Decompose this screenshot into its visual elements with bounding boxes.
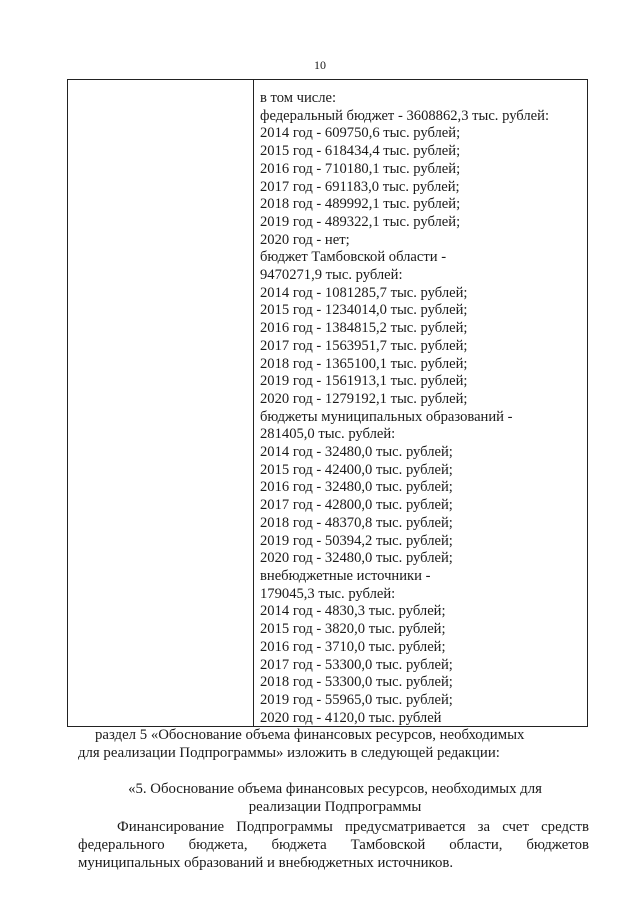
body-paragraph-line-3: муниципальных образований и внебюджетных источников.: [78, 855, 454, 871]
funding-line: 2016 год - 1384815,2 тыс. рублей;: [260, 320, 468, 337]
funding-line: 2020 год - нет;: [260, 231, 350, 248]
funding-line: 2018 год - 48370,8 тыс. рублей;: [260, 514, 453, 531]
funding-line: 2019 год - 1561913,1 тыс. рублей;: [260, 373, 468, 390]
funding-line: 9470271,9 тыс. рублей:: [260, 267, 403, 284]
funding-line: 179045,3 тыс. рублей:: [260, 585, 396, 602]
funding-line: 2015 год - 618434,4 тыс. рублей;: [260, 143, 461, 160]
funding-line: 2016 год - 710180,1 тыс. рублей;: [260, 160, 461, 177]
funding-line: 2017 год - 42800,0 тыс. рублей;: [260, 497, 453, 514]
funding-line: 2018 год - 489992,1 тыс. рублей;: [260, 196, 461, 213]
funding-line: 2018 год - 53300,0 тыс. рублей;: [260, 674, 453, 691]
funding-line: 2019 год - 55965,0 тыс. рублей;: [260, 691, 453, 708]
funding-line: 2015 год - 1234014,0 тыс. рублей;: [260, 302, 468, 319]
amendment-paragraph-line-1: раздел 5 «Обоснование объема финансовых ресурсов, необходимых: [95, 727, 525, 743]
body-paragraph-line-1: Финансирование Подпрограммы предусматривается за счет средств: [117, 819, 589, 835]
funding-line: 2019 год - 50394,2 тыс. рублей;: [260, 532, 453, 549]
funding-line: 2019 год - 489322,1 тыс. рублей;: [260, 213, 461, 230]
funding-line: 2020 год - 4120,0 тыс. рублей: [260, 709, 442, 726]
section-heading: [80, 780, 590, 816]
funding-line: 2016 год - 32480,0 тыс. рублей;: [260, 479, 453, 496]
funding-line: 2014 год - 4830,3 тыс. рублей;: [260, 603, 446, 620]
funding-line: бюджеты муниципальных образований -: [260, 408, 513, 425]
funding-line: 2020 год - 32480,0 тыс. рублей;: [260, 550, 453, 567]
funding-line: федеральный бюджет - 3608862,3 тыс. рублей:: [260, 107, 549, 124]
table-column-divider: [253, 80, 254, 726]
section-heading-line-2: реализации Подпрограммы: [248, 799, 422, 815]
funding-line: 2015 год - 42400,0 тыс. рублей;: [260, 461, 453, 478]
body-paragraph-line-2: федерального бюджета, бюджета Тамбовской области, бюджетов: [78, 837, 589, 853]
funding-line: 281405,0 тыс. рублей:: [260, 426, 396, 443]
funding-line: 2017 год - 691183,0 тыс. рублей;: [260, 178, 460, 195]
funding-line: 2015 год - 3820,0 тыс. рублей;: [260, 621, 446, 638]
funding-line: 2016 год - 3710,0 тыс. рублей;: [260, 638, 446, 655]
funding-line: в том числе:: [260, 90, 337, 106]
funding-line: 2017 год - 53300,0 тыс. рублей;: [260, 656, 453, 673]
funding-line: 2018 год - 1365100,1 тыс. рублей;: [260, 355, 468, 372]
funding-details-cell: [260, 90, 549, 727]
funding-line: 2014 год - 609750,6 тыс. рублей;: [260, 125, 461, 142]
funding-table: [67, 79, 588, 727]
page-number: 10: [314, 58, 326, 72]
funding-line: 2017 год - 1563951,7 тыс. рублей;: [260, 337, 468, 354]
funding-line: внебюджетные источники -: [260, 567, 431, 584]
funding-line: 2014 год - 1081285,7 тыс. рублей;: [260, 284, 468, 301]
funding-line: 2020 год - 1279192,1 тыс. рублей;: [260, 390, 468, 407]
funding-line: бюджет Тамбовской области -: [260, 249, 447, 266]
funding-line: 2014 год - 32480,0 тыс. рублей;: [260, 444, 453, 461]
section-heading-line-1: «5. Обоснование объема финансовых ресурсов, необходимых для: [128, 781, 542, 797]
amendment-paragraph-line-2: для реализации Подпрограммы» изложить в следующей редакции:: [78, 745, 500, 761]
